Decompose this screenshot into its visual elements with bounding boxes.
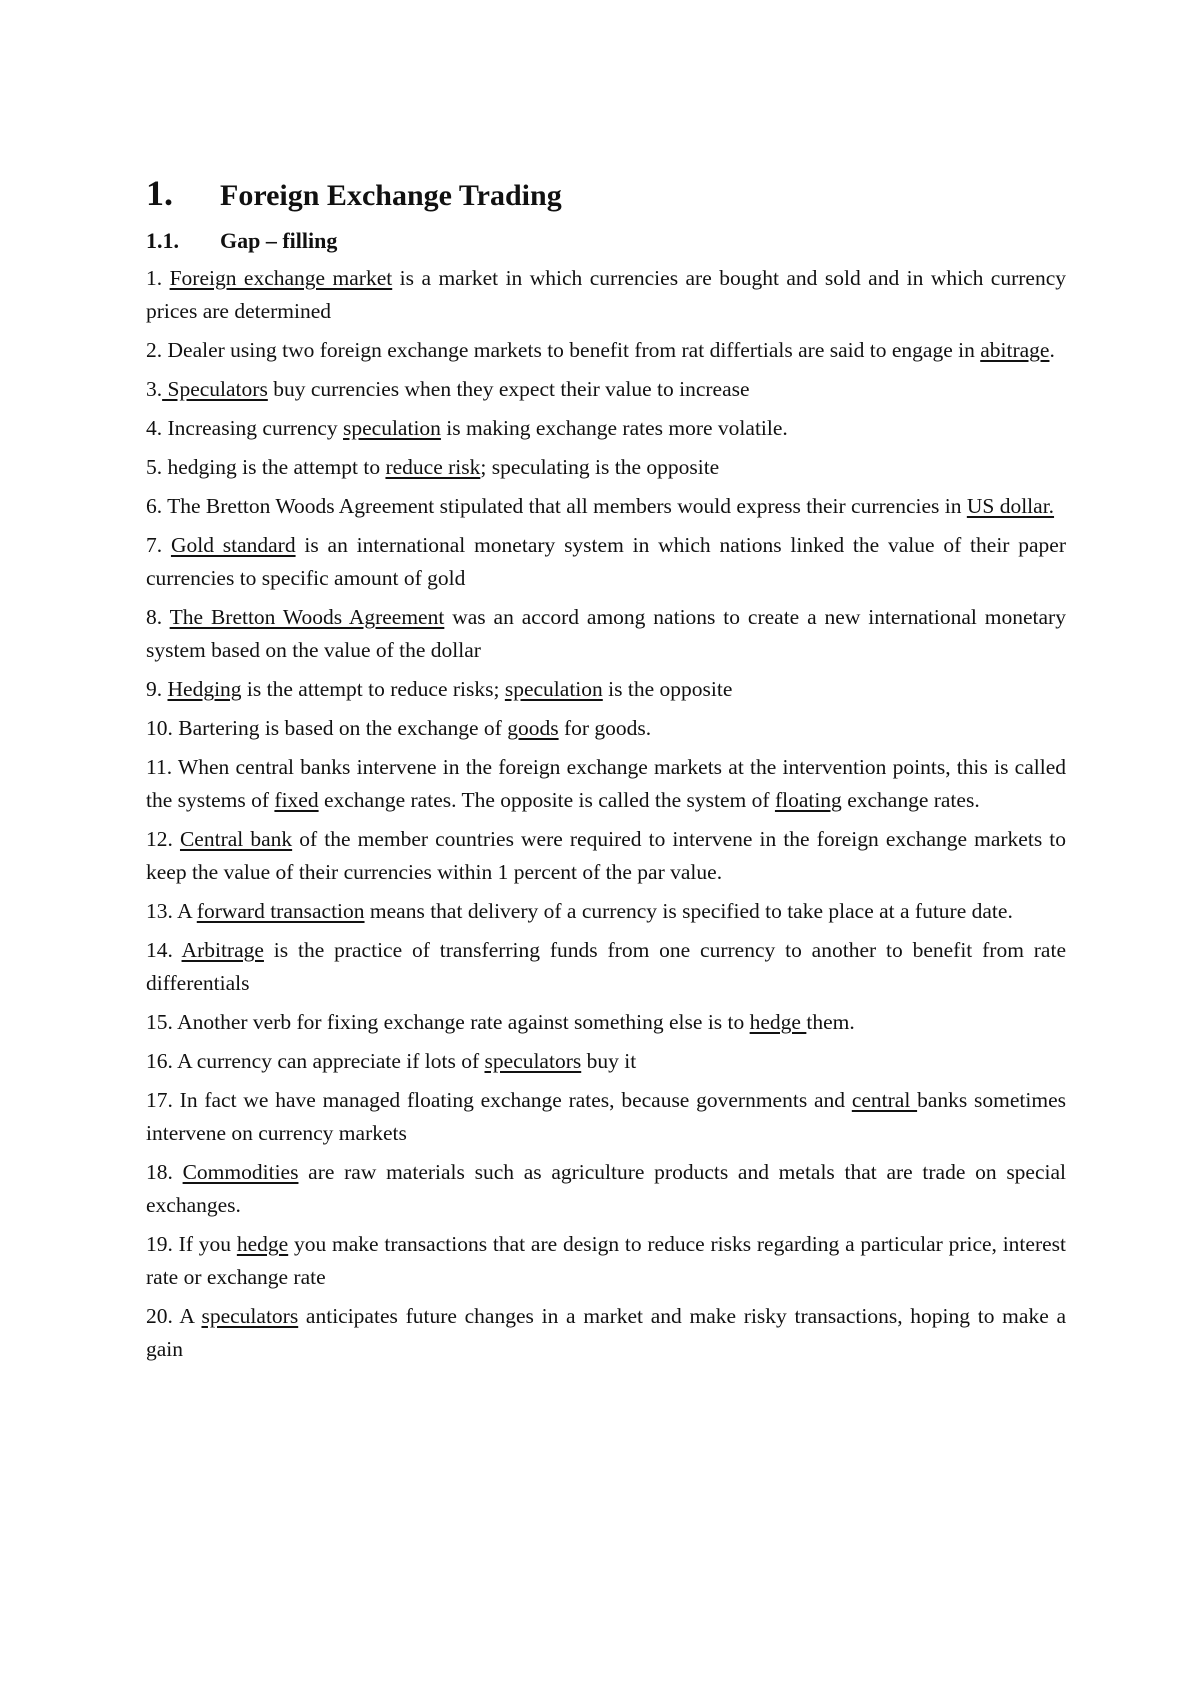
item-text: is making exchange rates more volatile. bbox=[440, 416, 788, 440]
answer-text: Speculators bbox=[162, 377, 268, 401]
section-title: Foreign Exchange Trading bbox=[220, 179, 562, 212]
item-text: 10. Bartering is based on the exchange of bbox=[146, 716, 508, 740]
item-text: anticipates future changes in a market and make risky transactions, hoping to make a gain bbox=[146, 1304, 1067, 1361]
item-text: are raw materials such as agriculture products and metals that are trade on special exchanges. bbox=[146, 1160, 1067, 1217]
answer-text: speculation bbox=[504, 677, 603, 701]
item-text: is a market in which currencies are bought and sold and in which currency prices are determined bbox=[146, 266, 1067, 323]
item-text: 20. A bbox=[146, 1304, 202, 1328]
item-text: 14. bbox=[146, 938, 182, 962]
item-text: 19. If you bbox=[146, 1232, 237, 1256]
list-item bbox=[146, 601, 1066, 667]
item-text: buy currencies when they expect their value to increase bbox=[267, 377, 750, 401]
document-page bbox=[146, 172, 1066, 1372]
list-item bbox=[146, 490, 1066, 523]
section-heading bbox=[146, 172, 1066, 214]
item-text: was an accord among nations to create a new international monetary system based on the value of the dollar bbox=[146, 605, 1066, 662]
item-text: 7. bbox=[146, 533, 171, 557]
gap-filling-list bbox=[146, 262, 1066, 1366]
list-item bbox=[146, 673, 1066, 706]
item-text: buy it bbox=[581, 1049, 637, 1073]
list-item bbox=[146, 1300, 1066, 1366]
item-text: 3. bbox=[146, 377, 163, 401]
list-item bbox=[146, 373, 1066, 406]
answer-text: central bbox=[851, 1088, 918, 1112]
answer-text: speculators bbox=[484, 1049, 582, 1073]
list-item bbox=[146, 1156, 1066, 1222]
item-text: . bbox=[1049, 338, 1055, 362]
list-item bbox=[146, 895, 1066, 928]
list-item bbox=[146, 712, 1066, 745]
item-text: exchange rates. bbox=[841, 788, 980, 812]
item-text: is the opposite bbox=[602, 677, 733, 701]
answer-text: Gold standard bbox=[170, 533, 296, 557]
answer-text: hedge bbox=[236, 1232, 289, 1256]
list-item bbox=[146, 1045, 1066, 1078]
item-text: 4. Increasing currency bbox=[146, 416, 343, 440]
item-text: 5. hedging is the attempt to bbox=[146, 455, 386, 479]
item-text: of the member countries were required to intervene in the foreign exchange markets to keep the value of their currencies within 1 percent of the par value. bbox=[146, 827, 1067, 884]
item-text: you make transactions that are design to reduce risks regarding a particular price, interest rate or exchange rate bbox=[146, 1232, 1066, 1289]
item-text: 6. The Bretton Woods Agreement stipulated that all members would express their currencies in bbox=[146, 494, 967, 518]
item-text: 11. When central banks intervene in the foreign exchange markets at the intervention points, this is called the systems of bbox=[146, 755, 1066, 812]
answer-text: fixed bbox=[274, 788, 319, 812]
subsection-title: Gap – filling bbox=[220, 228, 338, 253]
item-text: them. bbox=[806, 1010, 855, 1034]
answer-text: forward transaction bbox=[196, 899, 365, 923]
list-item bbox=[146, 334, 1066, 367]
answer-text: goods bbox=[507, 716, 559, 740]
answer-text: The Bretton Woods Agreement bbox=[169, 605, 445, 629]
list-item bbox=[146, 262, 1066, 328]
answer-text: Hedging bbox=[167, 677, 242, 701]
answer-text: Central bank bbox=[179, 827, 293, 851]
answer-text: abitrage bbox=[980, 338, 1050, 362]
list-item bbox=[146, 1084, 1066, 1150]
item-text: banks sometimes intervene on currency markets bbox=[146, 1088, 1066, 1145]
item-text: means that delivery of a currency is specified to take place at a future date. bbox=[364, 899, 1013, 923]
item-text: 13. A bbox=[146, 899, 197, 923]
item-text: is the attempt to reduce risks; bbox=[241, 677, 505, 701]
answer-text: speculation bbox=[343, 416, 441, 440]
list-item bbox=[146, 1228, 1066, 1294]
list-item bbox=[146, 451, 1066, 484]
item-text: is an international monetary system in which nations linked the value of their paper currencies to specific amount of gold bbox=[146, 533, 1066, 590]
list-item bbox=[146, 529, 1066, 595]
item-text: 15. Another verb for fixing exchange rate against something else is to bbox=[146, 1010, 750, 1034]
subsection-heading bbox=[146, 228, 1066, 254]
subsection-number: 1.1. bbox=[146, 228, 179, 253]
answer-text: Arbitrage bbox=[181, 938, 264, 962]
item-text: ; speculating is the opposite bbox=[480, 455, 720, 479]
section-number: 1. bbox=[146, 173, 173, 213]
item-text: 16. A currency can appreciate if lots of bbox=[146, 1049, 485, 1073]
item-text: is the practice of transferring funds from one currency to another to benefit from rate differentials bbox=[146, 938, 1066, 995]
item-text: exchange rates. The opposite is called the system of bbox=[318, 788, 775, 812]
answer-text: US dollar. bbox=[966, 494, 1055, 518]
item-text: for goods. bbox=[558, 716, 652, 740]
item-text: 2. Dealer using two foreign exchange markets to benefit from rat differtials are said to engage in bbox=[146, 338, 981, 362]
item-text: 12. bbox=[146, 827, 180, 851]
answer-text: floating bbox=[774, 788, 842, 812]
answer-text: reduce risk bbox=[385, 455, 481, 479]
list-item bbox=[146, 751, 1066, 817]
answer-text: Foreign exchange market bbox=[169, 266, 393, 290]
item-text: 8. bbox=[146, 605, 170, 629]
answer-text: Commodities bbox=[182, 1160, 299, 1184]
list-item bbox=[146, 823, 1066, 889]
list-item bbox=[146, 1006, 1066, 1039]
list-item bbox=[146, 934, 1066, 1000]
answer-text: speculators bbox=[201, 1304, 299, 1328]
answer-text: hedge bbox=[749, 1010, 807, 1034]
list-item bbox=[146, 412, 1066, 445]
item-text: 18. bbox=[146, 1160, 183, 1184]
item-text: 1. bbox=[146, 266, 170, 290]
item-text: 17. In fact we have managed floating exchange rates, because governments and bbox=[146, 1088, 852, 1112]
item-text: 9. bbox=[146, 677, 168, 701]
